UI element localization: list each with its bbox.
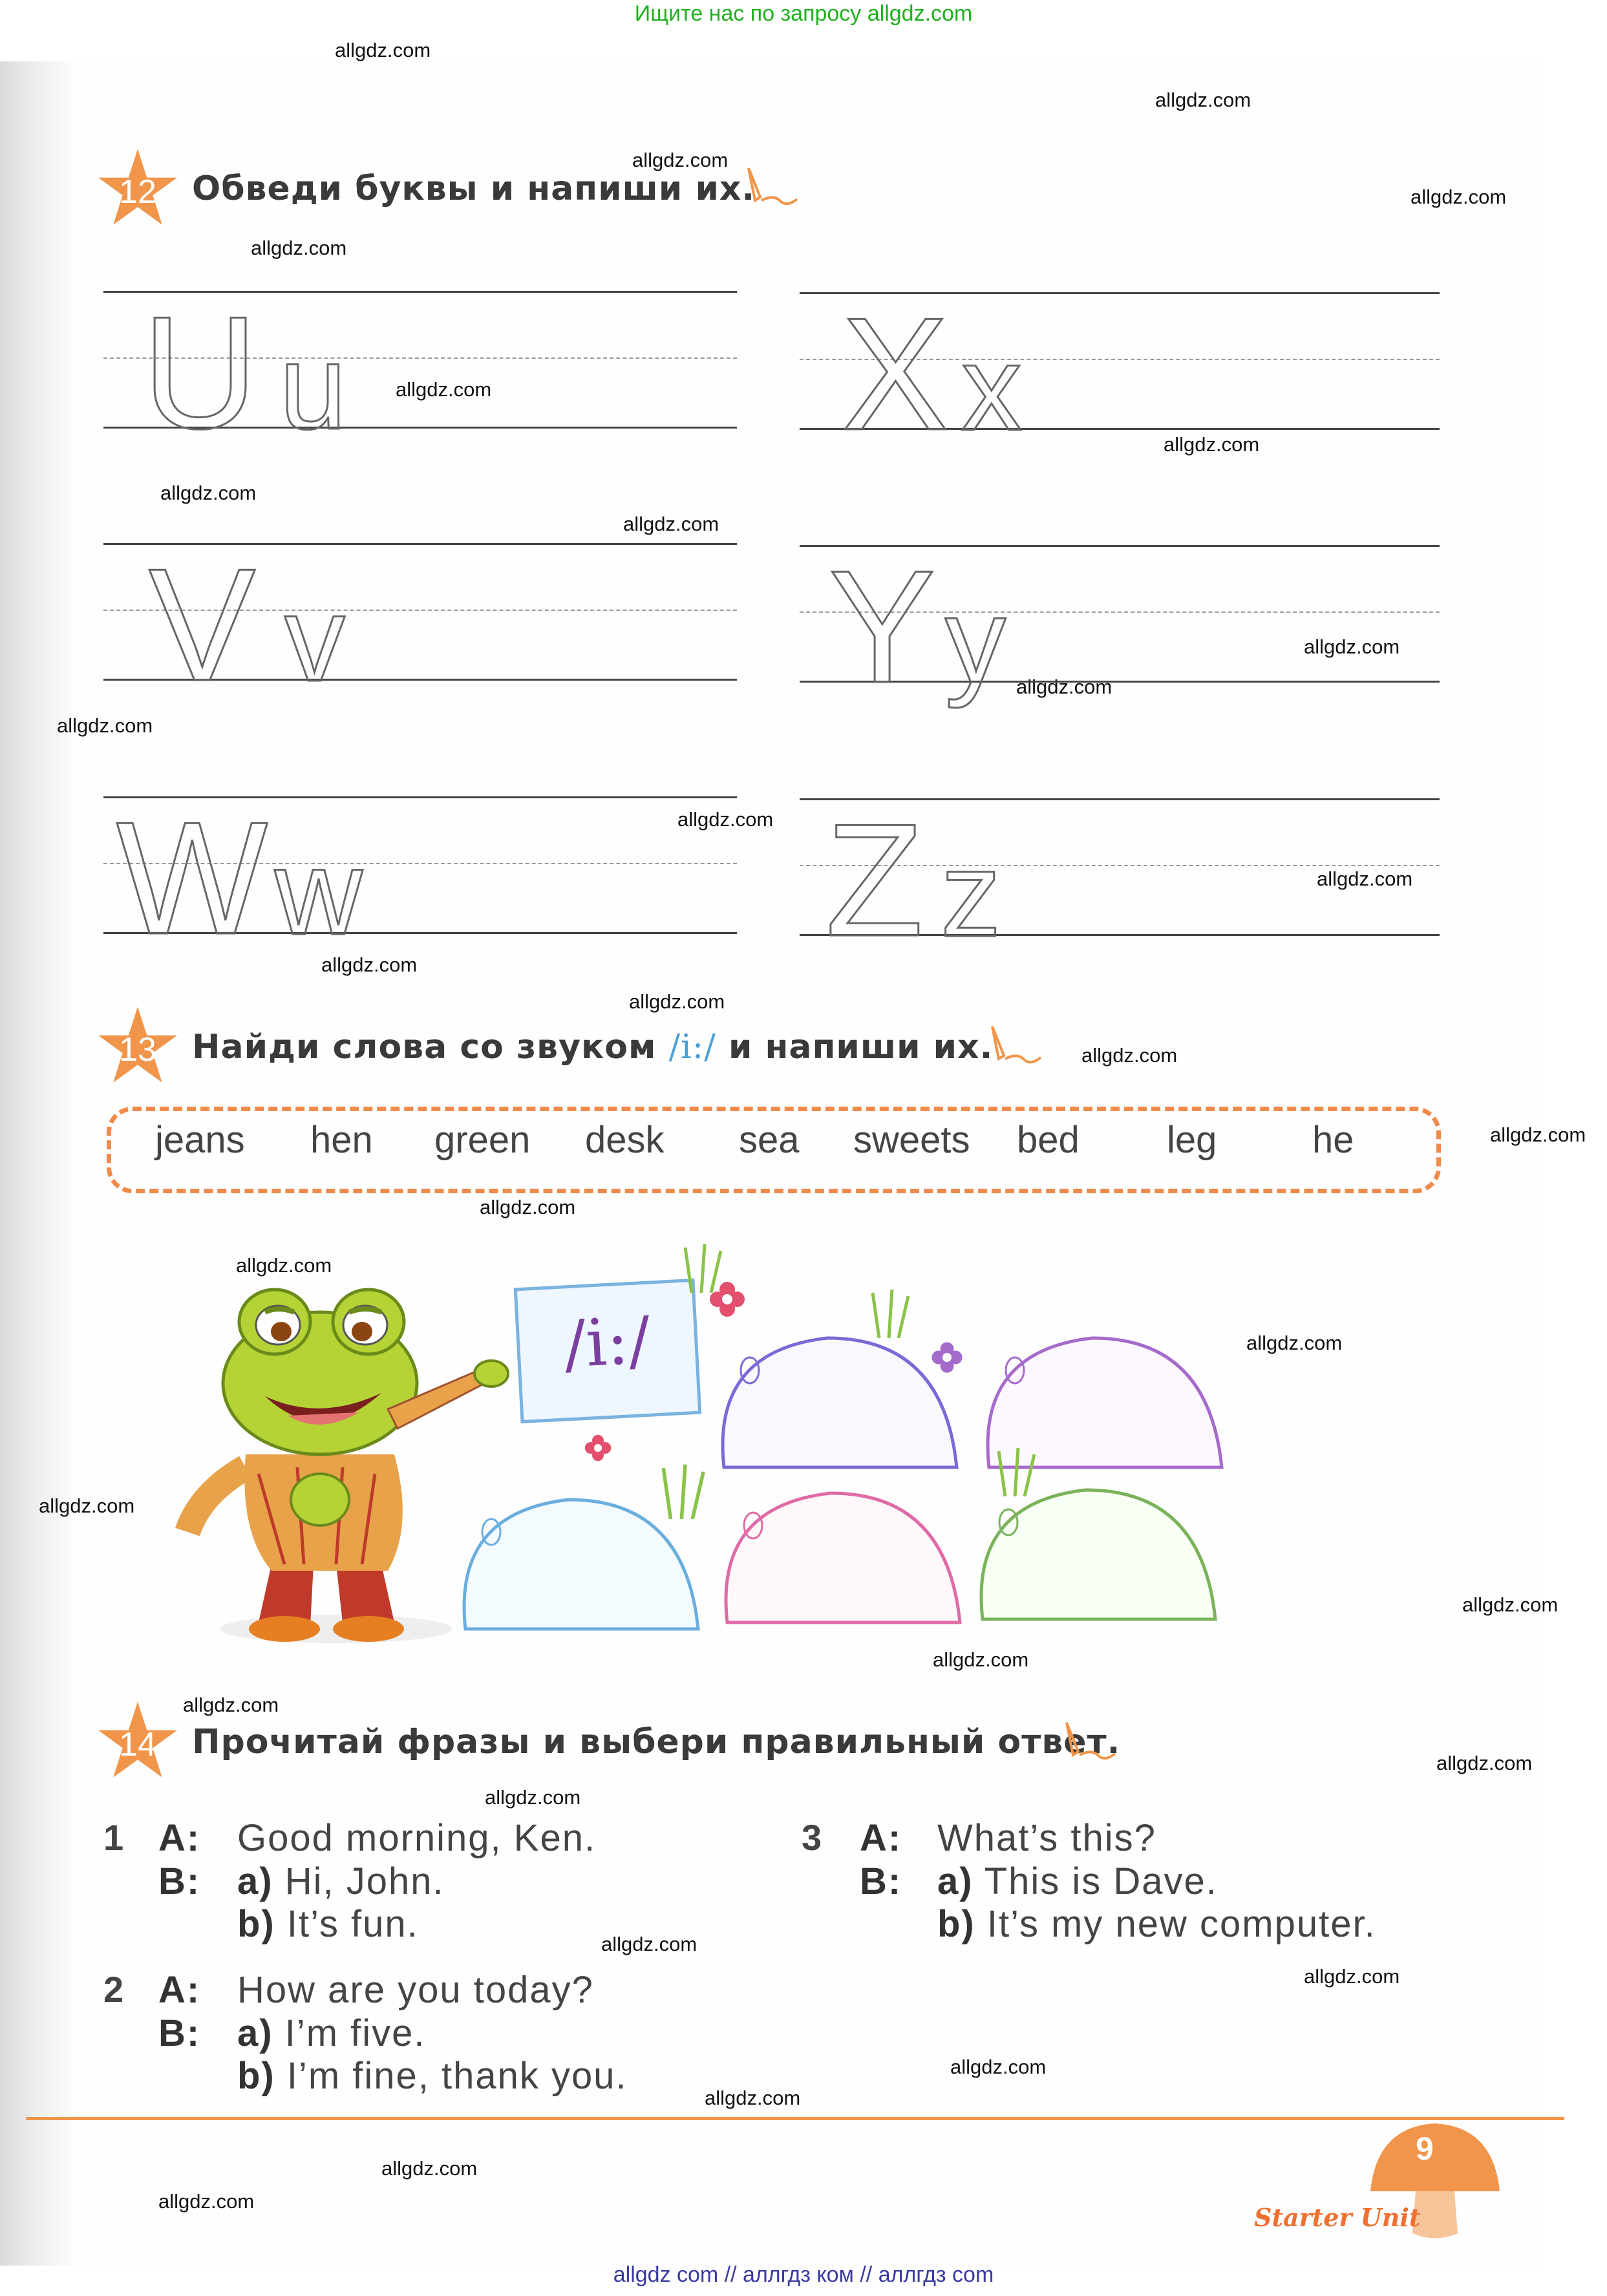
grass-icon xyxy=(992,1445,1044,1496)
trace-letter-lower: u xyxy=(279,319,347,454)
word-item: sweets xyxy=(853,1119,970,1161)
watermark: allgdz.com xyxy=(1246,1332,1343,1354)
watermark: allgdz.com xyxy=(335,39,431,61)
letter-practice-v[interactable] xyxy=(103,535,737,714)
trace-letter-upper: U xyxy=(142,282,259,462)
trace-letter-lower: v xyxy=(284,571,345,707)
word-item: desk xyxy=(585,1119,665,1161)
option-a[interactable]: a) Hi, John. xyxy=(237,1860,445,1902)
page-number: 9 xyxy=(1416,2131,1434,2167)
unit-label: Starter Unit xyxy=(1254,2203,1421,2232)
grass-icon xyxy=(866,1286,918,1338)
watermark: allgdz.com xyxy=(160,482,257,504)
watermark: allgdz.com xyxy=(485,1786,581,1809)
pencil-icon xyxy=(1060,1716,1118,1768)
speaker-a-line: What’s this? xyxy=(937,1817,1156,1859)
watermark: allgdz.com xyxy=(251,237,347,259)
footer-link[interactable]: allgdz com // аллгдз ком // аллгдз com xyxy=(613,2262,994,2287)
watermark: allgdz.com xyxy=(629,990,725,1013)
grass-icon xyxy=(679,1241,730,1293)
watermark: allgdz.com xyxy=(933,1648,1029,1671)
header-link[interactable]: Ищите нас по запросу allgdz.com xyxy=(634,1,973,26)
letter-practice-u[interactable] xyxy=(103,282,737,462)
task-number-badge: 12 xyxy=(96,147,180,231)
word-item: hen xyxy=(310,1119,373,1161)
answer-bubble[interactable] xyxy=(714,1480,966,1635)
option-a[interactable]: a) This is Dave. xyxy=(937,1860,1218,1902)
watermark: allgdz.com xyxy=(677,808,774,831)
speaker-a-line: How are you today? xyxy=(237,1969,594,2011)
speaker-a-label: A: xyxy=(860,1817,902,1859)
trace-letter-upper: W xyxy=(116,788,268,968)
trace-letter-upper: Y xyxy=(829,537,936,716)
trace-letter-lower: w xyxy=(275,824,363,960)
trace-letter-lower: z xyxy=(941,826,1001,962)
watermark: allgdz.com xyxy=(1304,1965,1400,1988)
speaker-b-label: B: xyxy=(158,2012,201,2054)
pencil-icon xyxy=(986,1020,1044,1072)
watermark: allgdz.com xyxy=(623,513,719,535)
speaker-a-label: A: xyxy=(158,1817,201,1859)
watermark: allgdz.com xyxy=(632,149,729,171)
speaker-a-label: A: xyxy=(158,1969,201,2011)
speaker-b-label: B: xyxy=(860,1860,902,1902)
watermark: allgdz.com xyxy=(158,2190,255,2213)
watermark: allgdz.com xyxy=(183,1694,279,1716)
option-b[interactable]: b) It’s my new computer. xyxy=(937,1903,1376,1945)
option-a[interactable]: a) I’m five. xyxy=(237,2012,426,2054)
flower-icon xyxy=(579,1429,617,1467)
task-13-title: Найди слова со звуком /i:/ и напиши их. xyxy=(192,1028,994,1067)
watermark: allgdz.com xyxy=(480,1196,576,1218)
watermark: allgdz.com xyxy=(601,1933,697,1955)
option-b[interactable]: b) It’s fun. xyxy=(237,1903,419,1945)
watermark: allgdz.com xyxy=(381,2157,478,2180)
watermark: allgdz.com xyxy=(1155,89,1251,111)
watermark: allgdz.com xyxy=(396,378,492,401)
speaker-a-line: Good morning, Ken. xyxy=(237,1817,597,1859)
watermark: allgdz.com xyxy=(1016,675,1112,698)
dialogue-number: 1 xyxy=(103,1817,124,1858)
watermark: allgdz.com xyxy=(1490,1123,1586,1146)
watermark: allgdz.com xyxy=(236,1254,332,1277)
dialogue-number: 3 xyxy=(802,1817,822,1858)
watermark: allgdz.com xyxy=(1081,1044,1178,1067)
watermark: allgdz.com xyxy=(57,714,153,737)
trace-letter-upper: Z xyxy=(825,790,924,970)
page-binding-shadow xyxy=(0,61,71,2266)
flower-icon xyxy=(924,1335,970,1380)
watermark: allgdz.com xyxy=(1317,867,1413,890)
dialogue-number: 2 xyxy=(103,1969,124,2010)
trace-letter-lower: y xyxy=(945,573,1006,708)
task-12-title: Обведи буквы и напиши их. xyxy=(192,169,756,208)
watermark: allgdz.com xyxy=(1462,1593,1559,1616)
option-b[interactable]: b) I’m fine, thank you. xyxy=(237,2055,628,2097)
watermark: allgdz.com xyxy=(321,953,418,976)
letter-practice-z[interactable] xyxy=(800,790,1440,970)
task-number-badge: 14 xyxy=(96,1700,180,1784)
sound-sign xyxy=(514,1279,702,1423)
sound-ipa: /i:/ xyxy=(668,1028,716,1067)
word-item: leg xyxy=(1167,1119,1217,1161)
sound-sign-text: /i:/ xyxy=(562,1302,652,1383)
word-item: he xyxy=(1312,1119,1354,1161)
word-item: sea xyxy=(739,1119,800,1161)
watermark: allgdz.com xyxy=(1436,1752,1533,1774)
word-item: green xyxy=(434,1119,531,1161)
word-item: bed xyxy=(1017,1119,1080,1161)
speaker-b-label: B: xyxy=(158,1860,201,1902)
task-number-badge: 13 xyxy=(96,1005,180,1089)
trace-letter-lower: x xyxy=(961,320,1022,456)
watermark: allgdz.com xyxy=(1164,433,1260,456)
watermark: allgdz.com xyxy=(950,2056,1047,2078)
grass-icon xyxy=(656,1461,714,1519)
watermark: allgdz.com xyxy=(1410,186,1507,208)
footer-rule xyxy=(26,2117,1564,2120)
answer-bubble[interactable] xyxy=(970,1477,1222,1632)
trace-letter-upper: V xyxy=(149,535,256,714)
watermark: allgdz.com xyxy=(39,1494,135,1517)
task-14-title: Прочитай фразы и выбери правильный ответ. xyxy=(192,1723,1121,1761)
word-item: jeans xyxy=(155,1119,245,1161)
trace-letter-upper: X xyxy=(842,284,949,463)
watermark: allgdz.com xyxy=(705,2087,801,2109)
pencil-icon xyxy=(742,162,800,213)
watermark: allgdz.com xyxy=(1304,635,1400,658)
